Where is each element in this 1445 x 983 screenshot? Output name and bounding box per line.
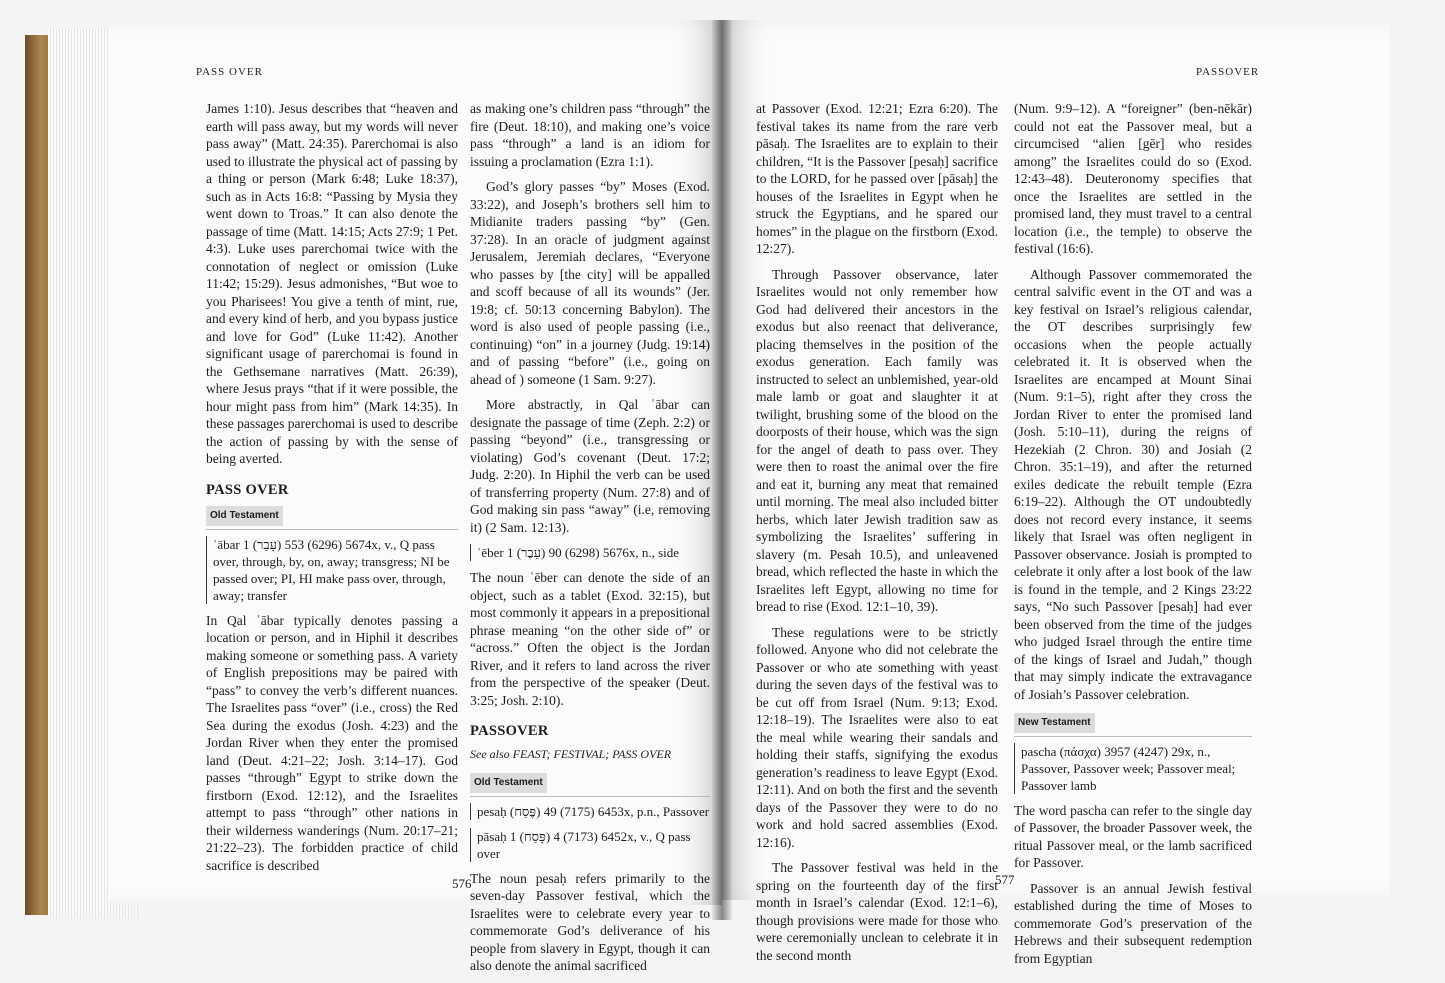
paragraph: James 1:10). Jesus describes that “heaven and earth will pass away, but my words will never pass away” (Matt. 24:35). Parerchomai is also used to illustrate the physical act of passing by a thing or person (Mark 6:48; Luke 18:37), such as in Acts 16:8: “Passing by Mysia they went down to Troas.” It can also denote the passage of time (Matt. 14:15; Acts 27:9; 1 Pet. 4:3). Luke uses parerchomai twice with the connotation of neglect or omission (Luke 11:42; 15:29). Jesus admonishes, “But woe to you Pharisees! You give a tenth of mint, rue, and every kind of herb, and you bypass justice and love for God” (Luke 11:42). Another significant usage of parerchomai is found in the Gethsemane narratives (Matt. 26:39), where Jesus prays “that if it were possible, the hour might pass from him” (Mark 14:35). In these passages parerchomai is used to describe the action of passing by with the sense of being averted. bbox=[206, 101, 458, 466]
right-page-column-1 bbox=[756, 100, 998, 972]
paragraph: The Passover festival was held in the spring on the fourteenth day of the first month in Israel’s calendar (Exod. 12:1–6), though provisions were made for those who were ceremonially unclean to celebrate it in the second month bbox=[756, 860, 998, 963]
see-also-line: See also FEAST; FESTIVAL; PASS OVER bbox=[470, 746, 672, 761]
section-tag-new-testament: New Testament bbox=[1014, 713, 1095, 733]
left-running-head: PASS OVER bbox=[196, 66, 263, 78]
paragraph: More abstractly, in Qal ʿābar can designate the passage of time (Zeph. 2:2) or passing “beyond” (i.e., transgressing or violating) God’s covenant (Deut. 17:2; Judg. 2:20). In Hiphil the verb can be used of transferring property (Num. 27:8) and of God making sin pass “away” (i.e, removing it) (2 Sam. 12:13). bbox=[470, 397, 710, 535]
book-gutter bbox=[712, 20, 732, 920]
section-rule bbox=[206, 529, 458, 530]
lemma-entry: pesaḥ (פֶּסַח) 6453 (7175) 49x, p.n., Passover bbox=[470, 803, 710, 820]
paragraph: The word pascha can refer to the single day of Passover, the broader Passover week, the ritual Passover meal, or the lamb sacrificed for Passover. bbox=[1014, 802, 1252, 870]
lemma-entry: ʿēber 1 (עֵבֶר) 5676 (6298) 90x, n., side bbox=[470, 544, 710, 561]
paragraph: In Qal ʿābar typically denotes passing a location or person, and in Hiphil it describes making someone or something pass. A variety of English prepositions may be paired with “pass” to convey the verb’s different nuances. The Israelites pass “over” (i.e., cross) the Red Sea during the exodus (Josh. 4:23) and the Jordan River when they enter the promised land (Deut. 4:21–22; Josh. 3:14–17). God passes “through” Egypt to strike down the firstborn (Exod. 12:12), and the Israelites attempt to pass “through” other nations in their wilderness wanderings (Num. 20:17–21; 21:22–23). The forbidden practice of child sacrifice is described bbox=[206, 612, 458, 873]
paragraph: (Num. 9:9–12). A “foreigner” (ben-nēkār) could not eat the Passover meal, but a circumcised “alien [gēr] who resides among” the Israelites could do so (Exod. 12:43–48). Deuteronomy specifies that once the Israelites are settled in the promised land, they must travel to a central location (i.e., the temple) to observe the festival (16:6). bbox=[1014, 101, 1252, 256]
paragraph: Passover is an annual Jewish festival established during the time of Moses to commemorate God’s preservation of the Hebrews and their subsequent redemption from Egyptian bbox=[1014, 880, 1252, 966]
paragraph: These regulations were to be strictly followed. Anyone who did not celebrate the Passover or who ate something with yeast during the seven days of the festival was to be cut off from Israel (Num. 9:13; Exod. 12:18–19). The Israelites were also to eat the meal while wearing their sandals and holding their staffs, signifying the exodus generation’s readiness to leave Egypt (Exod. 12:11). And on both the first and the seventh days of the Passover they were to do no work and hold sacred assemblies (Exod. 12:16). bbox=[756, 624, 998, 850]
lemma-entry: pāsaḥ 1 (פָּסַח) 6452 (7173) 4x, v., Q pass over bbox=[470, 828, 710, 862]
lemma-entry: ʿābar 1 (עָבַר) 5674 (6296) 553x, v., Q pass over, through, by, on, away; transgress; NI be passed over; PI, HI make pass over, through, away; transfer bbox=[206, 536, 458, 604]
section-tag-old-testament: Old Testament bbox=[206, 506, 283, 526]
left-page-column-2 bbox=[470, 100, 710, 983]
section-rule bbox=[1014, 736, 1252, 737]
right-page-column-2 bbox=[1014, 100, 1252, 975]
right-page-number: 577 bbox=[995, 872, 1015, 887]
right-running-head: PASSOVER bbox=[1196, 66, 1260, 78]
paragraph: The noun pesaḥ refers primarily to the seven-day Passover festival, which the Israelites were to celebrate every year to commemorate God’s deliverance of his people from slavery in Egypt, though it can also denote the animal sacrificed bbox=[470, 870, 710, 973]
entry-heading-passover: PASSOVER bbox=[470, 723, 549, 739]
left-page-column-1 bbox=[206, 100, 458, 882]
paragraph: as making one’s children pass “through” the fire (Deut. 18:10), and making one’s voice pass “through” a land is an idiom for issuing a proclamation (Ezra 1:1). bbox=[470, 101, 710, 169]
entry-heading-pass-over: PASS OVER bbox=[206, 481, 289, 498]
section-tag-old-testament: Old Testament bbox=[470, 773, 547, 793]
section-rule bbox=[470, 796, 710, 797]
left-page-number: 576 bbox=[452, 876, 472, 891]
lemma-entry: pascha (πάσχα) 3957 (4247) 29x, n., Passover, Passover week; Passover meal; Passover lamb bbox=[1014, 743, 1252, 794]
paragraph: Although Passover commemorated the central salvific event in the OT and was a key festival on Israel’s religious calendar, the OT describes surprisingly few occasions when the people actually celebrated it. It is observed when the Israelites are encamped at Mount Sinai (Num. 9:1–5), right after they cross the Jordan River to enter the promised land (Josh. 5:10–11), during the reigns of Hezekiah (2 Chron. 30) and Josiah (2 Chron. 35:1–19), and after the returned exiles dedicate the rebuilt temple (Ezra 6:19–22). Although the OT undoubtedly does not record every instance, it seems likely that Israel was often negligent in Passover observance. Josiah is prompted to celebrate it only after a lost book of the law is found in the temple, and 2 Kings 23:22 says, “No such Passover [pesaḥ] had ever been observed from the time of the judges who judged Israel through the entire time of the kings of Israel and Judah,” though that may simply indicate the extravagance of Josiah’s Passover celebration. bbox=[1014, 266, 1252, 702]
paragraph: at Passover (Exod. 12:21; Ezra 6:20). The festival takes its name from the rare verb pāsaḥ. The Israelites are to explain to their children, “It is the Passover [pesaḥ] sacrifice to the LORD, for he passed over [pāsaḥ] the houses of the Israelites in Egypt when he struck the Egyptians, and he spared our homes” in the plague on the firstborn (Exod. 12:27). bbox=[756, 101, 998, 256]
paragraph: The noun ʿēber can denote the side of an object, such as a tablet (Exod. 32:15), but most commonly it appears in a prepositional phrase meaning “on the other side of” or “across.” Often the object is the Jordan River, and it refers to land across the river from the perspective of the speaker (Deut. 3:25; Josh. 2:10). bbox=[470, 570, 710, 708]
paragraph: Through Passover observance, later Israelites would not only remember how God had delivered their ancestors in the exodus but also reenact that deliverance, placing themselves in the position of the exodus generation. Each family was instructed to select an unblemished, year-old male lamb or goat and slaughter it at twilight, brushing some of the blood on the doorposts of their house, which was the sign for the angel of death to pass over. They were then to roast the animal over the fire and eat it, burning any meat that remained until morning. The meal also included bitter herbs, which later Jewish tradition saw as symbolizing the Israelites’ suffering in slavery (m. Pesah 10.5), and unleavened bread, which reflected the haste in which the Israelites left Egypt, allowing no time for bread to rise (Exod. 12:1–10, 39). bbox=[756, 266, 998, 614]
paragraph: God’s glory passes “by” Moses (Exod. 33:22), and Joseph’s brothers sell him to Midianite traders passing “by” (Gen. 37:28). In an oracle of judgment against Jerusalem, Jeremiah declares, “Everyone who passes by [the city] will be appalled and scoff because of all its wounds” (Jer. 19:8; cf. 50:13 concerning Babylon). The word is also used of people passing (i.e., continuing) “on” in a journey (Judg. 19:14) and of passing “before” (i.e., going on ahead of ) someone (1 Sam. 9:27). bbox=[470, 179, 710, 387]
